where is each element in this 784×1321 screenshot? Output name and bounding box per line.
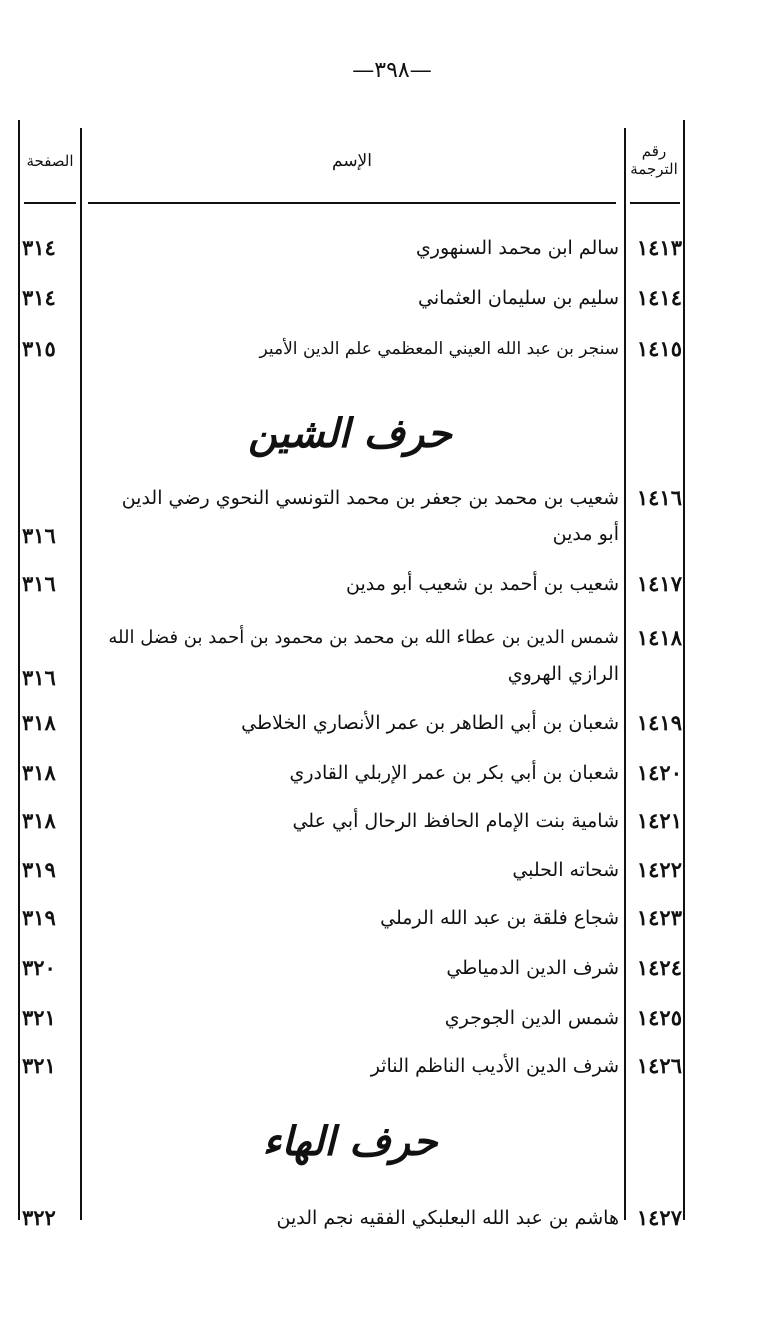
table-row: [0, 480, 784, 556]
entry-name: سنجر بن عبد الله العيني المعظمي علم الدين الأمير: [259, 339, 619, 359]
entry-number: ١٤٢٤: [636, 955, 682, 980]
entry-name: شرف الدين الدمياطي: [446, 957, 619, 979]
entry-name: شعبان بن أبي بكر بن عمر الإربلي القادري: [289, 762, 619, 784]
table-row: [0, 230, 784, 266]
header-underline: [88, 202, 616, 204]
entry-number: ١٤٢٣: [636, 905, 682, 930]
entry-page: ٣٢٠: [22, 955, 56, 980]
entry-number: ١٤٢٢: [636, 857, 682, 882]
entry-number: ١٤٢٧: [636, 1205, 682, 1230]
entry-number: ١٤١٩: [636, 710, 682, 735]
table-row: [0, 803, 784, 839]
entry-number: ١٤٢٦: [636, 1053, 682, 1078]
table-row: [0, 705, 784, 741]
entry-page: ٣١٨: [22, 760, 56, 785]
entry-name: هاشم بن عبد الله البعلبكي الفقيه نجم الدين: [276, 1207, 619, 1229]
entry-name: شعيب بن أحمد بن شعيب أبو مدين: [346, 573, 619, 595]
entry-page: ٣١٨: [22, 710, 56, 735]
table-row: [0, 852, 784, 888]
entry-page: ٣١٨: [22, 808, 56, 833]
entry-name: شمس الدين الجوجري: [444, 1007, 619, 1029]
entry-page: ٣٢٢: [22, 1205, 56, 1230]
entry-name: شحاته الحلبي: [512, 859, 619, 881]
table-row: [0, 280, 784, 316]
entry-name: شجاع فلقة بن عبد الله الرملي: [380, 907, 619, 929]
entry-page: ٣١٦: [22, 523, 56, 548]
entry-number: ١٤١٦: [636, 485, 682, 510]
entry-number: ١٤١٥: [636, 336, 682, 361]
table-row: [0, 900, 784, 936]
entry-number: ١٤١٨: [636, 625, 682, 650]
entry-name: شامية بنت الإمام الحافظ الرحال أبي علي: [292, 810, 619, 832]
table-row: [0, 566, 784, 602]
entry-page: ٣١٩: [22, 905, 56, 930]
page-number: —٣٩٨—: [352, 58, 432, 83]
header-number-line1: رقم: [641, 142, 667, 160]
entry-number: ١٤١٧: [636, 571, 682, 596]
entry-name-line2: الرازي الهروي: [507, 663, 619, 685]
entry-name: سليم بن سليمان العثماني: [418, 287, 619, 309]
section-heading-shin: حرف الشين: [248, 410, 452, 457]
entry-name-line2: أبو مدين: [552, 523, 619, 545]
table-row: [0, 1000, 784, 1036]
entry-name: شعبان بن أبي الطاهر بن عمر الأنصاري الخلاطي: [241, 712, 619, 734]
header-number-column: [628, 142, 680, 178]
entry-page: ٣١٥: [22, 336, 56, 361]
header-underline-page: [24, 202, 76, 204]
header-number-line2: الترجمة: [630, 160, 678, 178]
entry-name: شرف الدين الأديب الناظم الناثر: [370, 1055, 619, 1077]
section-heading-ha: حرف الهاء: [262, 1118, 438, 1165]
entry-page: ٣١٩: [22, 857, 56, 882]
table-row: [0, 1048, 784, 1084]
table-row: [0, 1200, 784, 1236]
entry-number: ١٤١٣: [636, 235, 682, 260]
entry-name-line1: شمس الدين بن عطاء الله بن محمد بن محمود بن أحمد بن فضل الله: [108, 627, 619, 648]
table-row: [0, 755, 784, 791]
header-page-column: الصفحة: [26, 152, 74, 170]
entry-number: ١٤٢٥: [636, 1005, 682, 1030]
entry-page: ٣٢١: [22, 1053, 56, 1078]
entry-name: سالم ابن محمد السنهوري: [415, 237, 619, 259]
entry-page: ٣٢١: [22, 1005, 56, 1030]
entry-number: ١٤٢١: [636, 808, 682, 833]
header-name-column: الإسم: [332, 151, 372, 171]
entry-page: ٣١٦: [22, 571, 56, 596]
entry-page: ٣١٤: [22, 235, 56, 260]
entry-number: ١٤١٤: [636, 285, 682, 310]
header-underline-number: [630, 202, 680, 204]
entry-name-line1: شعيب بن محمد بن جعفر بن محمد التونسي النحوي رضي الدين: [121, 487, 619, 509]
entry-page: ٣١٦: [22, 665, 56, 690]
table-row: [0, 620, 784, 696]
table-row: [0, 331, 784, 367]
entry-page: ٣١٤: [22, 285, 56, 310]
table-row: [0, 950, 784, 986]
entry-number: ١٤٢٠: [636, 760, 682, 785]
